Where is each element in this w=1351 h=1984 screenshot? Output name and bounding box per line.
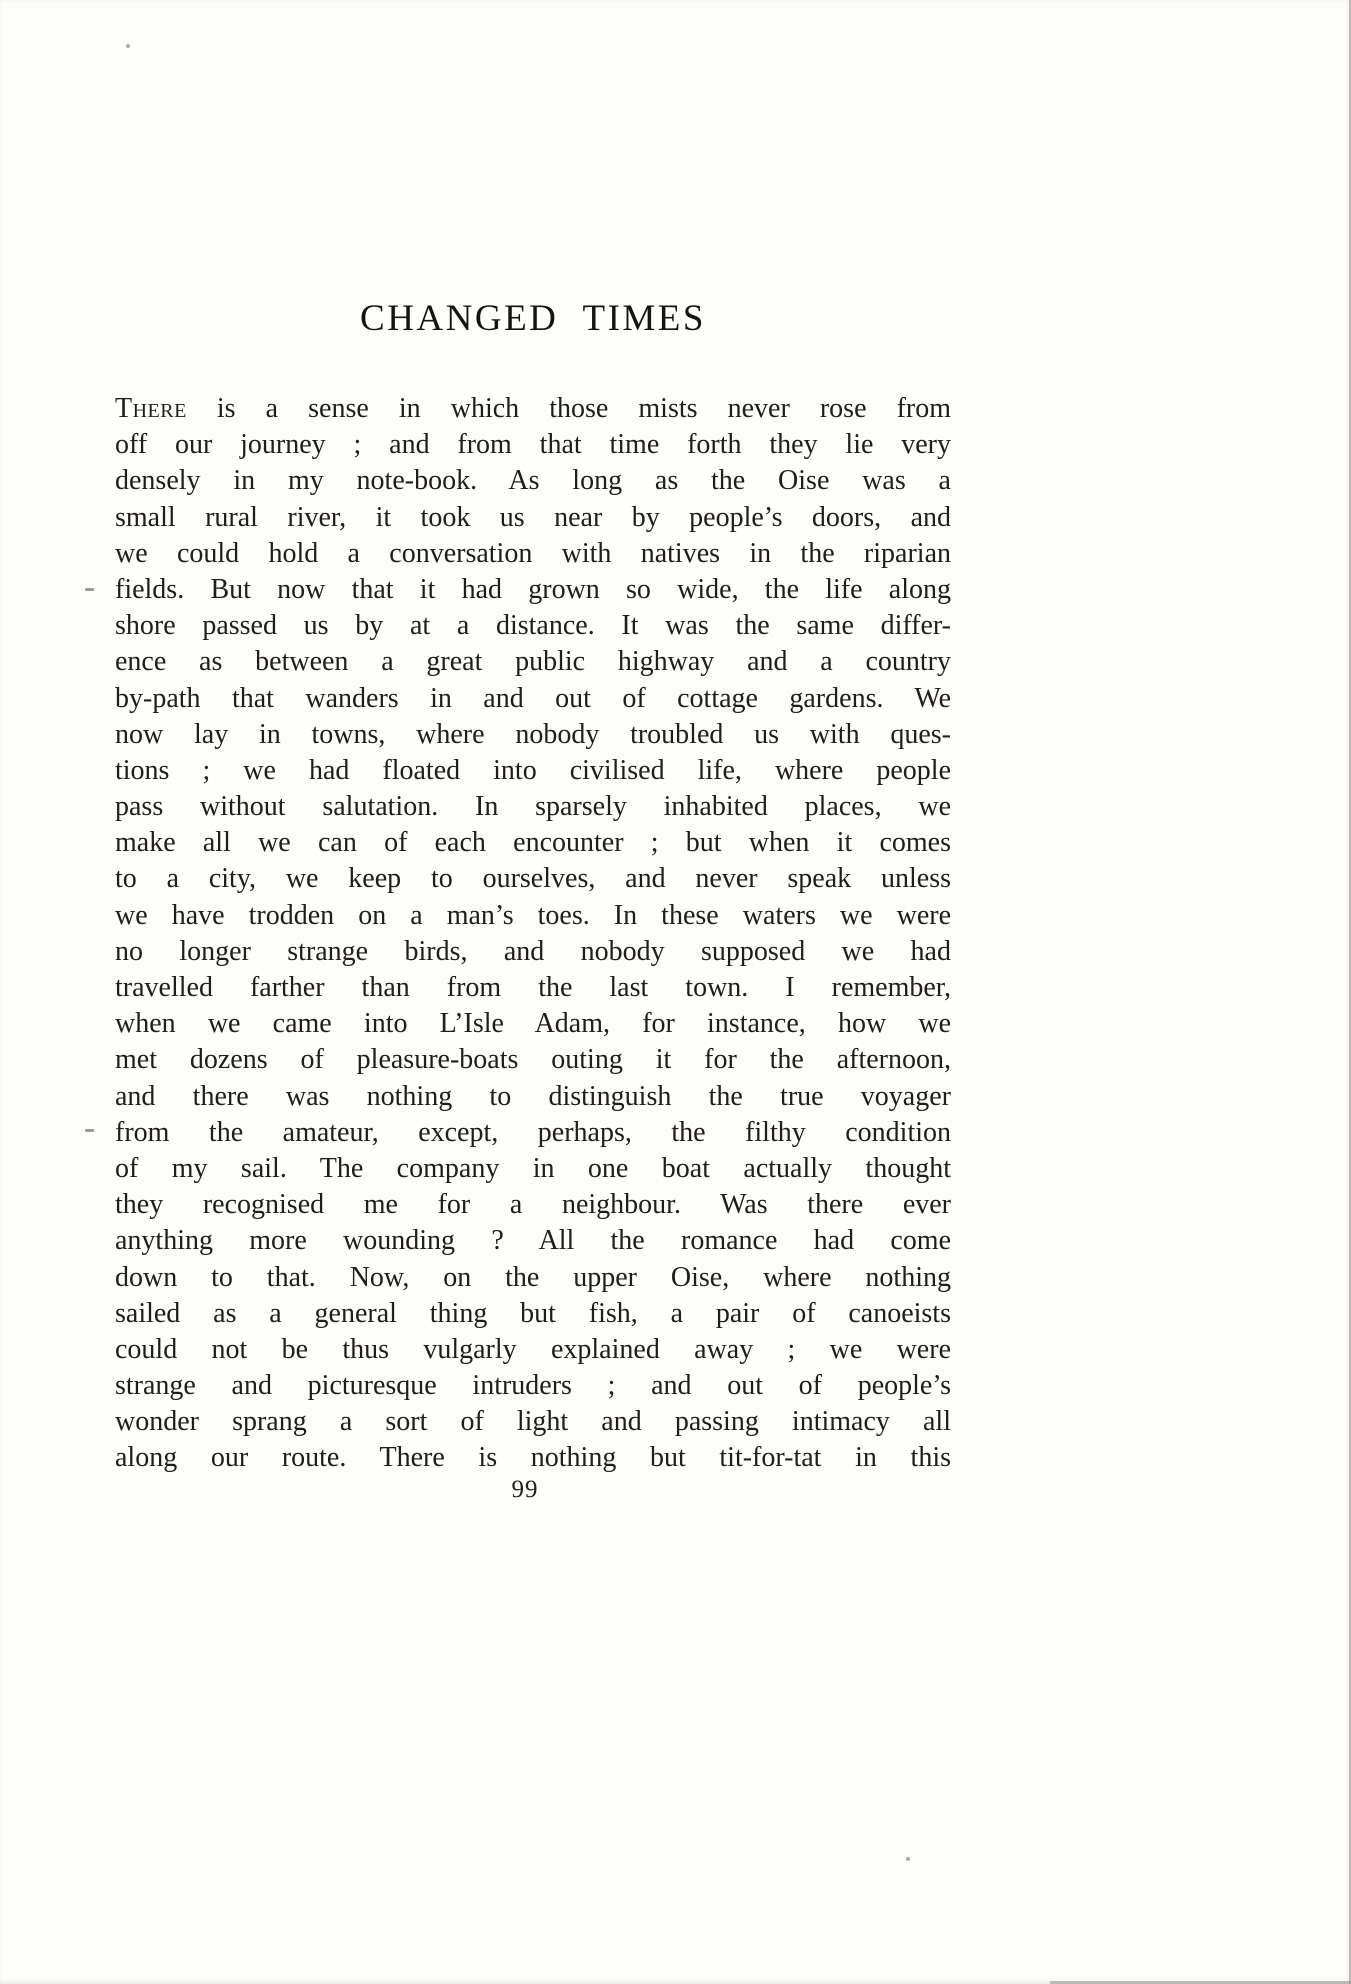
text-line: off our journey ; and from that time forth they lie very (115, 429, 951, 461)
text-line: densely in my note-book. As long as the Oise was a (115, 465, 951, 497)
text-line: pass without salutation. In sparsely inhabited places, we (115, 791, 951, 823)
text-line: sailed as a general thing but fish, a pair of canoeists (115, 1297, 951, 1329)
text-line: along our route. There is nothing but tit-for-tat in this (115, 1442, 951, 1474)
lead-word: There (115, 393, 187, 424)
text-line: wonder sprang a sort of light and passing intimacy all (115, 1406, 951, 1438)
text-line: down to that. Now, on the upper Oise, where nothing (115, 1261, 951, 1293)
text-line: There is a sense in which those mists never rose from (115, 393, 951, 424)
text-line: could not be thus vulgarly explained away ; we were (115, 1333, 951, 1365)
body-text (115, 391, 951, 1477)
text-line: travelled farther than from the last town. I remember, (115, 972, 951, 1003)
text-line: ence as between a great public highway and a country (115, 646, 951, 678)
chapter-title: CHANGED TIMES (360, 298, 706, 339)
page-number: 99 (511, 1476, 539, 1503)
text-line: tions ; we had floated into civilised life, where people (115, 754, 951, 786)
text-line: no longer strange birds, and nobody supposed we had (115, 935, 951, 967)
text-line: fields. But now that it had grown so wide, the life along (115, 573, 951, 605)
text-line: small rural river, it took us near by people’s doors, and (115, 501, 951, 533)
margin-mark (85, 588, 94, 591)
text-line: anything more wounding ? All the romance had come (115, 1225, 951, 1257)
text-line: from the amateur, except, perhaps, the filthy condition (115, 1116, 951, 1148)
text-line: make all we can of each encounter ; but when it comes (115, 827, 951, 859)
text-line: we could hold a conversation with natives in the riparian (115, 537, 951, 569)
text-line: now lay in towns, where nobody troubled us with ques- (115, 718, 951, 750)
text-line: by-path that wanders in and out of cottage gardens. We (115, 682, 951, 714)
text-line: to a city, we keep to ourselves, and never speak unless (115, 863, 951, 895)
scan-speck (906, 1857, 910, 1861)
text-line: shore passed us by at a distance. It was the same differ- (115, 610, 951, 642)
margin-mark (85, 1129, 94, 1132)
scan-speck (126, 44, 130, 48)
text-line: and there was nothing to distinguish the true voyager (115, 1080, 951, 1112)
text-line: strange and picturesque intruders ; and out of people’s (115, 1370, 951, 1402)
text-line: they recognised me for a neighbour. Was there ever (115, 1189, 951, 1221)
text-line: we have trodden on a man’s toes. In these waters we were (115, 899, 951, 931)
text-line: of my sail. The company in one boat actually thought (115, 1152, 951, 1184)
text-line: when we came into L’Isle Adam, for instance, how we (115, 1008, 951, 1040)
text-line: met dozens of pleasure-boats outing it for the afternoon, (115, 1044, 951, 1076)
